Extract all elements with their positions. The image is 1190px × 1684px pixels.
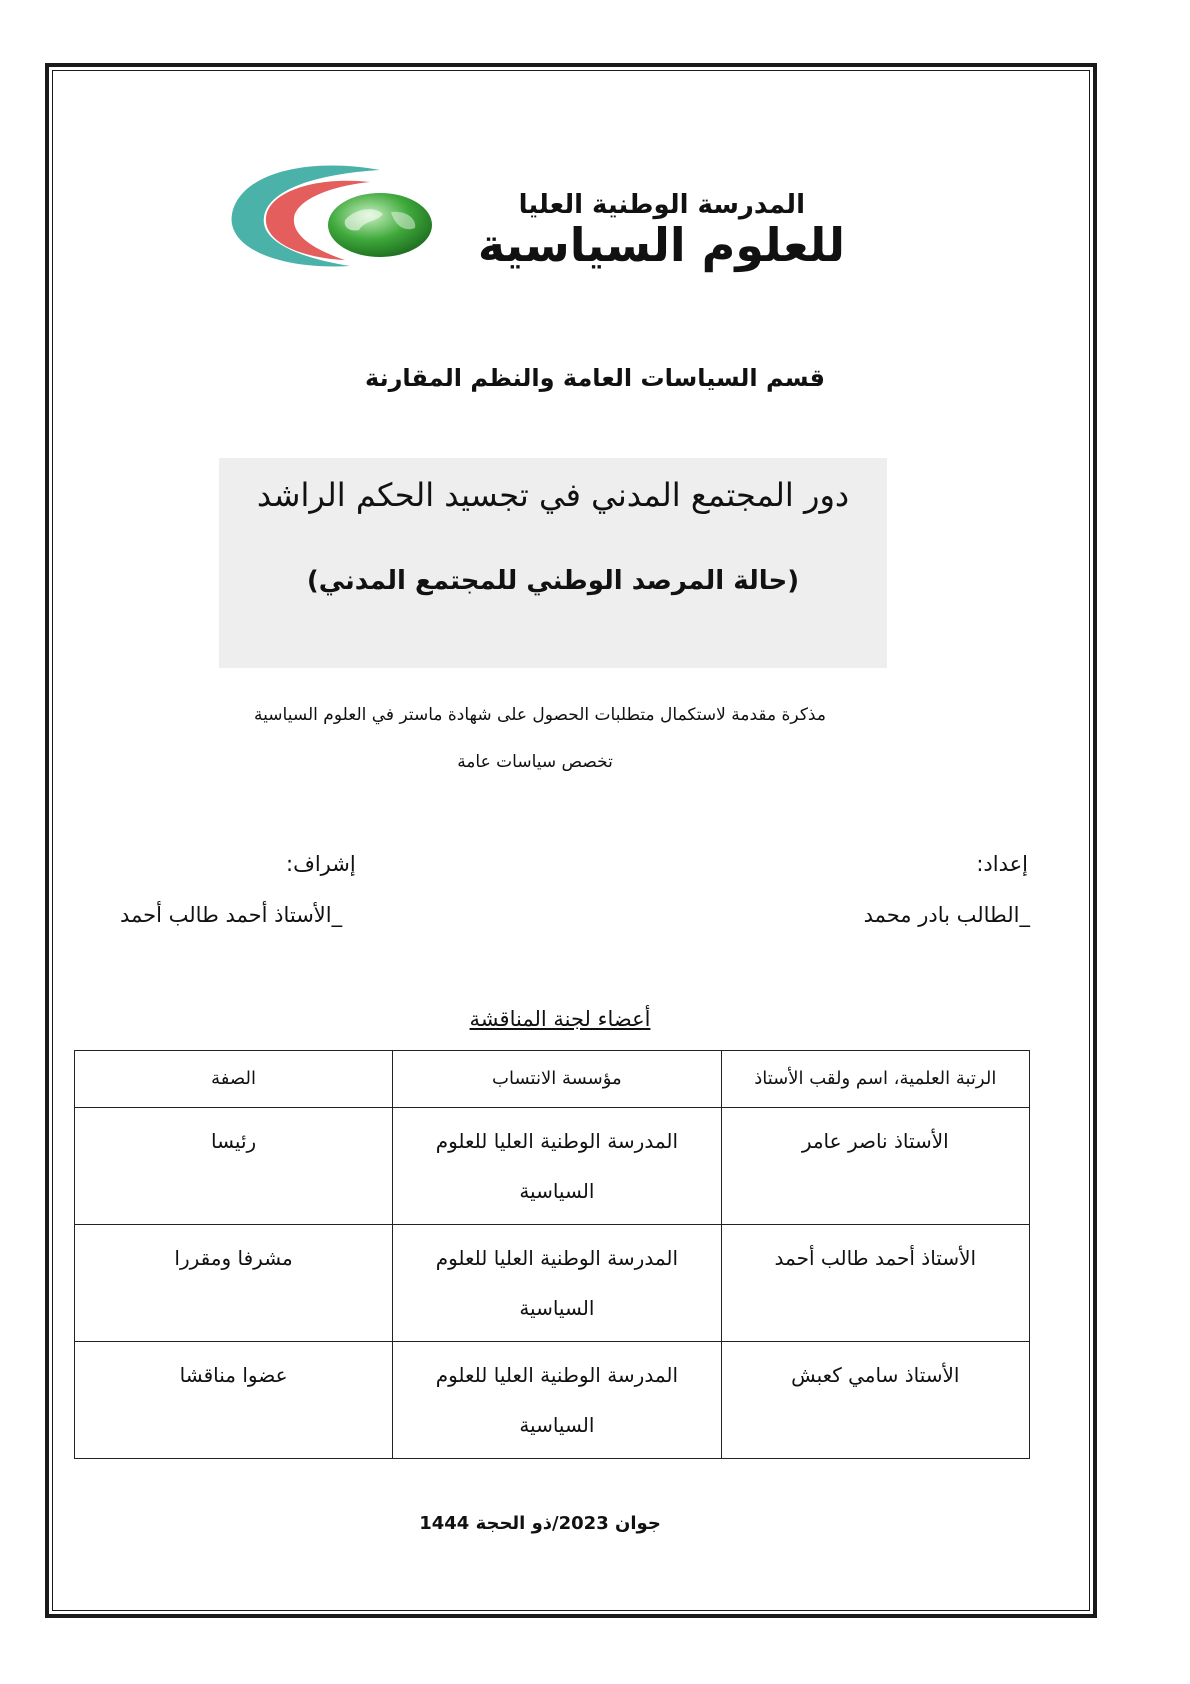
table-row — [75, 1342, 1030, 1459]
specialty: تخصص سياسات عامة — [457, 752, 613, 772]
jury-table — [74, 1050, 1030, 1459]
header-cell: الصفة — [75, 1051, 393, 1108]
memo-statement: مذكرة مقدمة لاستكمال متطلبات الحصول على شهادة ماستر في العلوم السياسية — [254, 705, 826, 725]
table-cell: المدرسة الوطنية العليا للعلوم السياسية — [393, 1225, 721, 1342]
date-line: جوان 2023/ذو الحجة 1444 — [419, 1513, 661, 1534]
school-logo — [220, 150, 845, 290]
table-cell: الأستاذ ناصر عامر — [721, 1108, 1029, 1225]
table-cell: المدرسة الوطنية العليا للعلوم السياسية — [393, 1342, 721, 1459]
department-name: قسم السياسات العامة والنظم المقارنة — [365, 364, 825, 392]
table-cell: الأستاذ سامي كعبش — [721, 1342, 1029, 1459]
table-cell: مشرفا ومقررا — [75, 1225, 393, 1342]
table-cell: المدرسة الوطنية العليا للعلوم السياسية — [393, 1108, 721, 1225]
logo-top-text: المدرسة الوطنية العليا — [518, 190, 805, 220]
committee-title: أعضاء لجنة المناقشة — [469, 1007, 651, 1031]
prepared-label: إعداد: — [976, 852, 1028, 876]
header-cell: الرتبة العلمية، اسم ولقب الأستاذ — [721, 1051, 1029, 1108]
student-name: _الطالب بادر محمد — [863, 903, 1030, 927]
table-row — [75, 1225, 1030, 1342]
logo-main-text: للعلوم السياسية — [477, 218, 845, 272]
table-cell: عضوا مناقشا — [75, 1342, 393, 1459]
header-cell: مؤسسة الانتساب — [393, 1051, 721, 1108]
supervisor-name: _الأستاذ أحمد طالب أحمد — [120, 903, 343, 927]
thesis-title: دور المجتمع المدني في تجسيد الحكم الراشد — [256, 476, 850, 514]
thesis-subtitle: (حالة المرصد الوطني للمجتمع المدني) — [306, 566, 800, 596]
title-box — [219, 458, 887, 668]
table-cell: رئيسا — [75, 1108, 393, 1225]
table-header-row — [75, 1051, 1030, 1108]
supervision-label: إشراف: — [286, 852, 356, 876]
table-cell: الأستاذ أحمد طالب أحمد — [721, 1225, 1029, 1342]
table-row — [75, 1108, 1030, 1225]
